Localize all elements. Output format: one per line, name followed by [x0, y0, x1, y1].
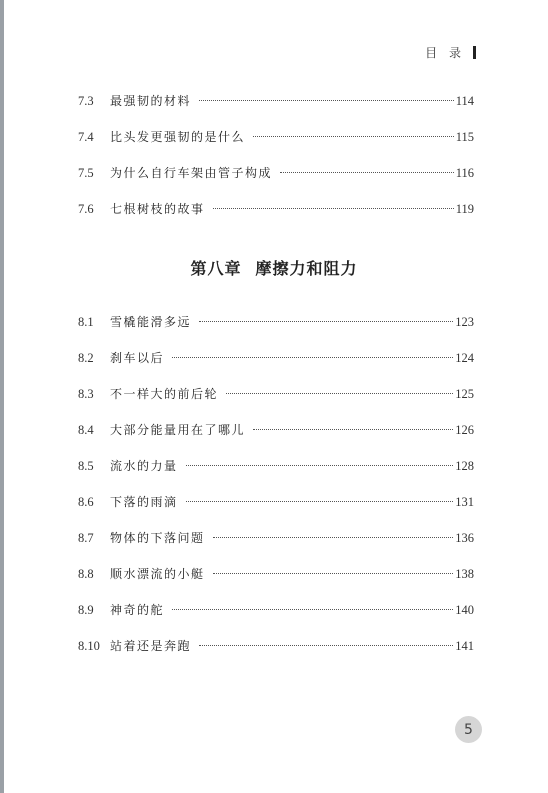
toc-leader-dots — [186, 465, 454, 466]
toc-entry[interactable] — [78, 91, 474, 111]
toc-entry-title: 神奇的舵 — [110, 603, 165, 617]
toc-entry-title: 雪橇能滑多远 — [110, 315, 192, 329]
toc-entry-title: 流水的力量 — [110, 459, 178, 473]
toc-entry-page: 123 — [455, 315, 474, 329]
toc-entry[interactable] — [78, 600, 474, 620]
toc-leader-dots — [280, 172, 454, 173]
toc-entry[interactable] — [78, 456, 474, 476]
toc-entry-page: 115 — [455, 130, 474, 144]
toc-entry-number: 8.9 — [78, 603, 94, 617]
chapter-heading — [0, 256, 548, 279]
toc-entry-title: 站着还是奔跑 — [110, 639, 192, 653]
toc-entry-title: 顺水漂流的小艇 — [110, 567, 205, 581]
toc-entry-title: 下落的雨滴 — [110, 495, 178, 509]
toc-entry-number: 8.3 — [78, 387, 94, 401]
toc-entry-number: 8.7 — [78, 531, 94, 545]
toc-entry-page: 116 — [455, 166, 474, 180]
toc-entry-title: 物体的下落问题 — [110, 531, 205, 545]
toc-entry-number: 8.2 — [78, 351, 94, 365]
toc-entry-number: 8.1 — [78, 315, 94, 329]
toc-entry-title: 大部分能量用在了哪儿 — [110, 423, 246, 437]
toc-entry-title: 比头发更强韧的是什么 — [110, 130, 246, 144]
toc-leader-dots — [253, 429, 453, 430]
toc-entry-number: 7.6 — [78, 202, 94, 216]
toc-section-7 — [78, 91, 474, 219]
toc-entry[interactable] — [78, 127, 474, 147]
toc-entry-number: 7.3 — [78, 94, 94, 108]
toc-entry[interactable] — [78, 528, 474, 548]
running-head-bar — [473, 46, 476, 59]
toc-entry-title: 七根树枝的故事 — [110, 202, 205, 216]
toc-leader-dots — [199, 321, 453, 322]
toc-leader-dots — [226, 393, 453, 394]
toc-leader-dots — [172, 609, 453, 610]
toc-entry-page: 114 — [455, 94, 474, 108]
toc-entry-number: 8.8 — [78, 567, 94, 581]
toc-entry-number: 8.6 — [78, 495, 94, 509]
toc-entry-page: 141 — [455, 639, 474, 653]
toc-entry-title: 为什么自行车架由管子构成 — [110, 166, 273, 180]
toc-leader-dots — [199, 100, 454, 101]
running-head-text: 目 录 — [425, 46, 465, 60]
page-number: 5 — [464, 721, 473, 738]
toc-entry-number: 8.10 — [78, 639, 100, 653]
left-edge-rule — [0, 0, 4, 793]
toc-entry-page: 131 — [455, 495, 474, 509]
toc-entry-number: 7.5 — [78, 166, 94, 180]
chapter-title: 摩擦力和阻力 — [255, 259, 358, 278]
toc-entry-page: 125 — [455, 387, 474, 401]
toc-entry-page: 126 — [455, 423, 474, 437]
toc-entry[interactable] — [78, 312, 474, 332]
toc-entry-page: 119 — [455, 202, 474, 216]
toc-section-8 — [78, 312, 474, 656]
toc-leader-dots — [186, 501, 454, 502]
toc-entry-title: 不一样大的前后轮 — [110, 387, 219, 401]
page-number-badge — [455, 716, 482, 743]
toc-leader-dots — [213, 537, 454, 538]
toc-entry-number: 8.5 — [78, 459, 94, 473]
toc-entry-page: 124 — [455, 351, 474, 365]
toc-entry-title: 最强韧的材料 — [110, 94, 192, 108]
toc-leader-dots — [213, 208, 454, 209]
chapter-label: 第八章 — [190, 259, 242, 278]
toc-entry[interactable] — [78, 420, 474, 440]
toc-entry[interactable] — [78, 564, 474, 584]
toc-leader-dots — [213, 573, 454, 574]
toc-entry-page: 136 — [455, 531, 474, 545]
toc-entry[interactable] — [78, 636, 474, 656]
toc-leader-dots — [199, 645, 453, 646]
toc-entry[interactable] — [78, 163, 474, 183]
toc-entry-page: 128 — [455, 459, 474, 473]
toc-entry-number: 7.4 — [78, 130, 94, 144]
toc-entry[interactable] — [78, 199, 474, 219]
toc-leader-dots — [253, 136, 454, 137]
toc-entry-page: 140 — [455, 603, 474, 617]
toc-entry-number: 8.4 — [78, 423, 94, 437]
toc-entry-title: 刹车以后 — [110, 351, 165, 365]
toc-entry[interactable] — [78, 384, 474, 404]
toc-entry[interactable] — [78, 348, 474, 368]
toc-entry[interactable] — [78, 492, 474, 512]
toc-entry-page: 138 — [455, 567, 474, 581]
toc-leader-dots — [172, 357, 453, 358]
running-head — [425, 44, 476, 61]
